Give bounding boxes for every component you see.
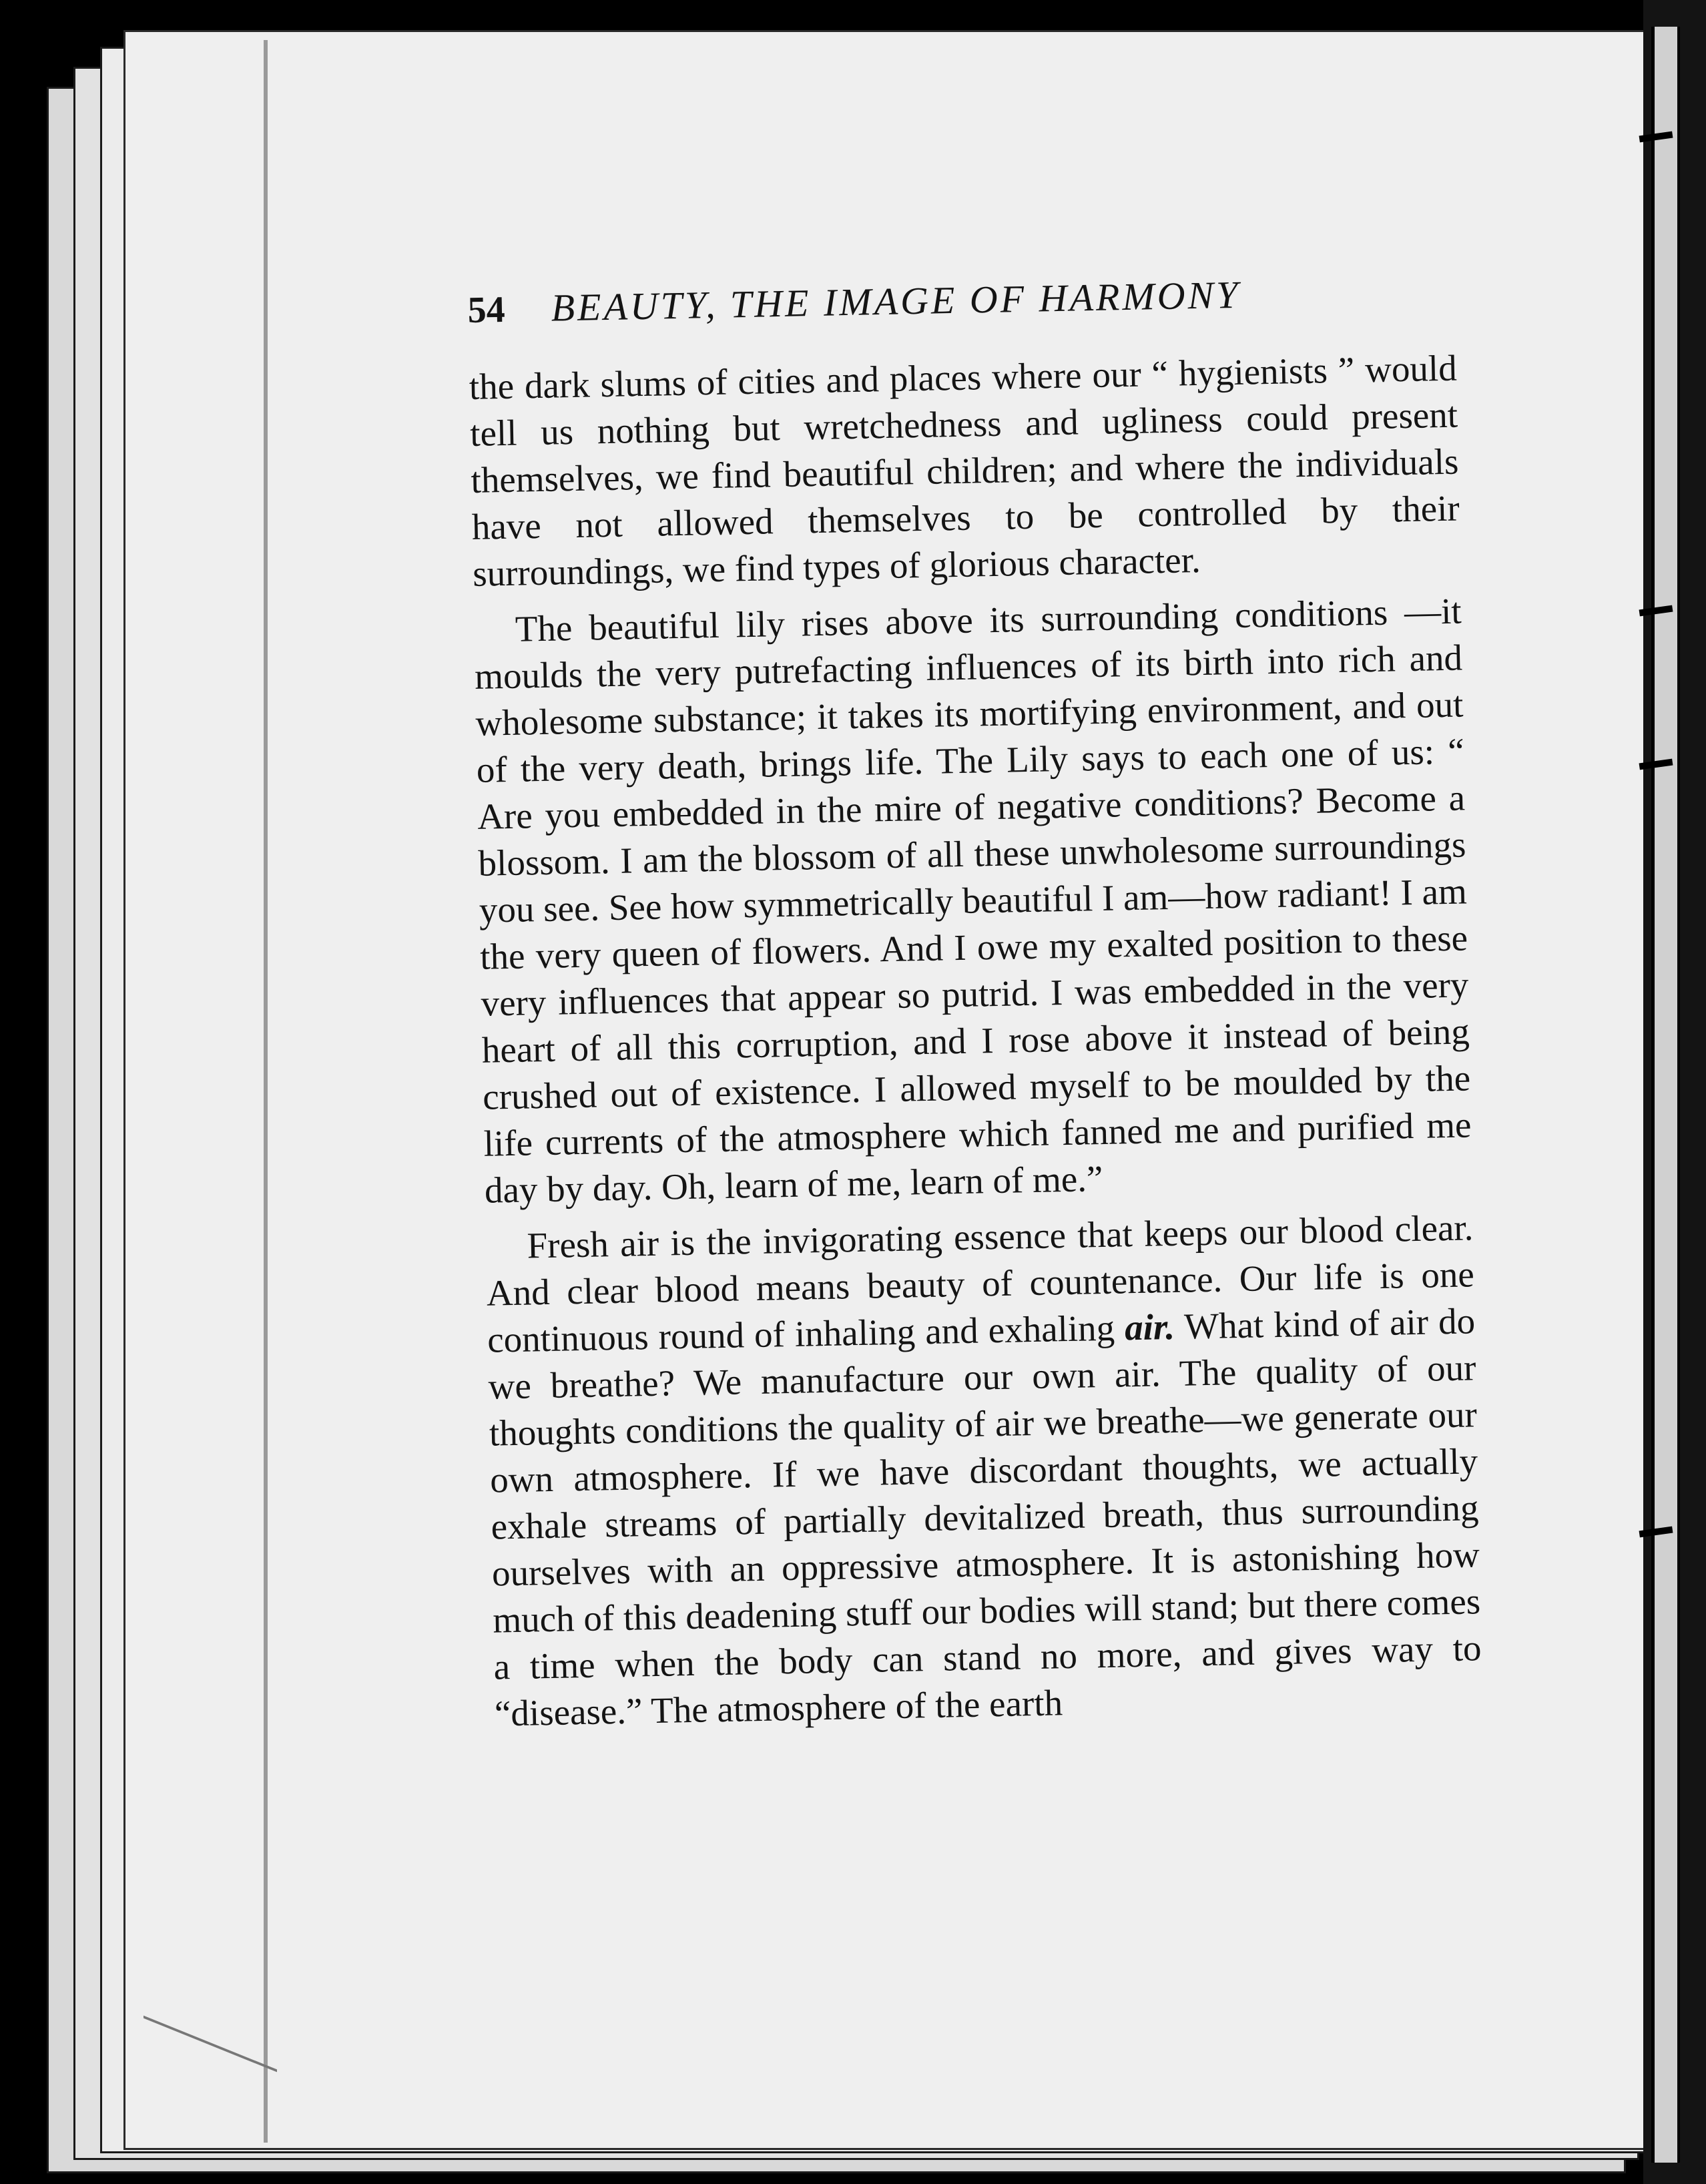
page-gutter-line <box>264 40 268 2143</box>
paragraph-1: the dark slums of cities and places where our “ hygienists ” would tell us nothing but wretchedness and ugliness could present themselves, we find beautiful children; and where the individuals have not allowed themselves to be controlled by their surroundings, we find types of glorious character. <box>469 347 1460 594</box>
paragraph-3 <box>485 1204 1483 1737</box>
emphasis-air: air. <box>1124 1306 1175 1348</box>
paragraph-2: The beautiful lily rises above its surrounding conditions —it moulds the very putrefacting influences of its birth into rich and wholesome substance; it takes its mortifying environment, and out of the very death, brings life. The Lily says to each one of us: “ Are you embedded in the mire of negative conditions? Become a blossom. I am the blossom of all these unwholesome surroundings you see. See how symmetrically beautiful I am—how radiant! I am the very queen of flowers. And I owe my exalted position to these very influences that appear so putrid. I was embedded in the very heart of all this corruption, and I rose above it instead of being crushed out of existence. I allowed myself to be moulded by the life currents of the atmosphere which fanned me and purified me day by day. Oh, learn of me, learn of me.” <box>474 590 1472 1211</box>
facing-page-edge <box>1651 27 1680 2163</box>
page-number: 54 <box>467 288 506 331</box>
paragraph-3-text-after: What kind of air do we breathe? We manufacture our own air. The quality of our thoughts conditions the quality of air we breathe—we generate our own atmosphere. If we have discordant thoughts, we actually exhale streams of partially devitalized breath, thus surrounding ourselves with an oppressive atmosphere. It is astonishing how much of this deadening stuff our bodies will stand; but there comes a time when the body can stand no more, and gives way to “disease.” The atmosphere of the earth <box>488 1300 1482 1734</box>
page-text-block <box>467 268 1483 1747</box>
paragraph-3-text-before: Fresh air is the invigorating essence that keeps our blood clear. And clear blood means beauty of countenance. Our life is one continuous round of inhaling and exhaling <box>486 1207 1475 1360</box>
running-title: BEAUTY, THE IMAGE OF HARMONY <box>550 272 1241 330</box>
